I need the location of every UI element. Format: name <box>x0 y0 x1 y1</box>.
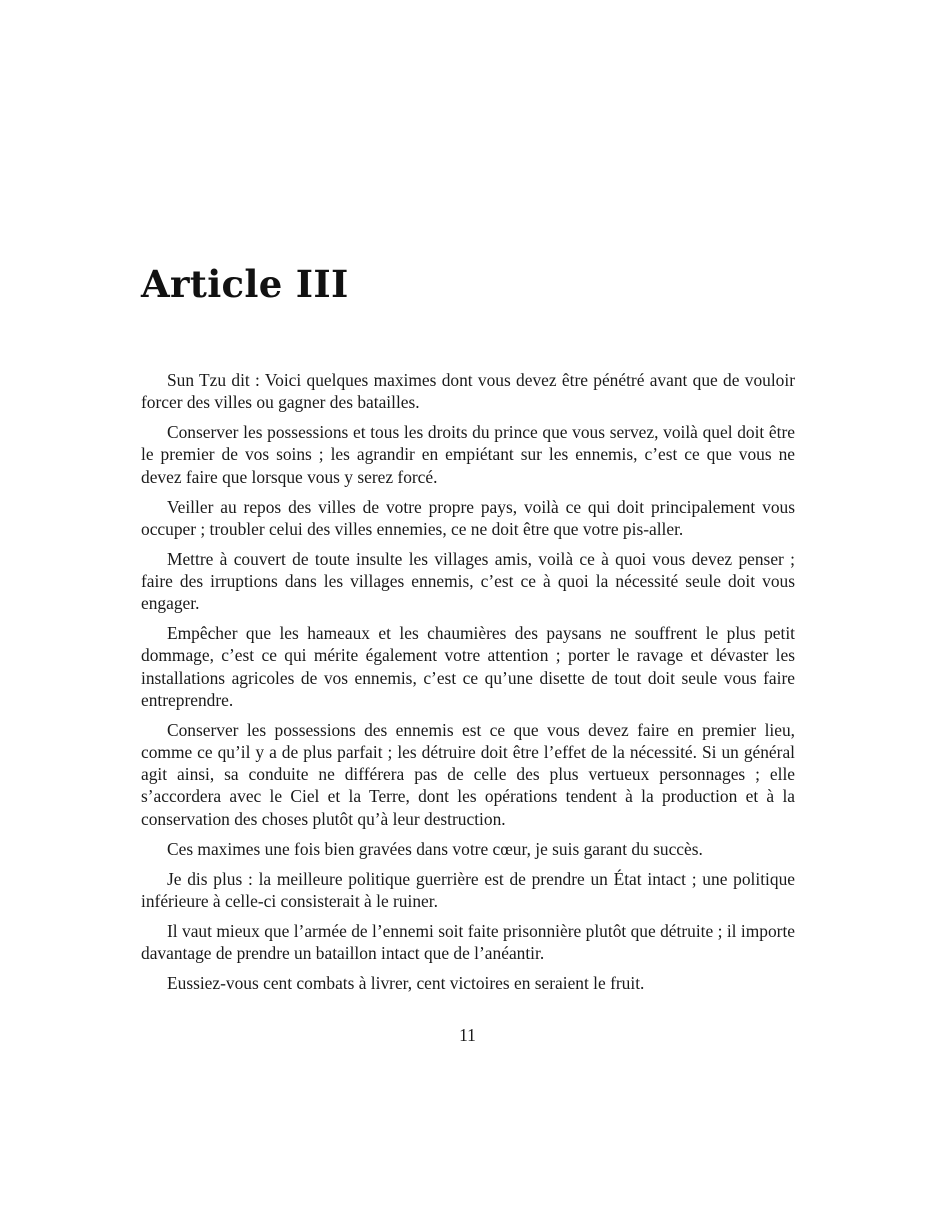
paragraph: Conserver les possessions des ennemis est ce que vous devez faire en premier lieu, comme ce qu’il y a de plus parfait ; les détruire doit être l’effet de la nécessité. Si un général agit ainsi, sa conduite ne différera pas de celle des plus vertueux personnages ; elle s’accordera avec le Ciel et la Terre, dont les opérations tendent à la production et à la conservation des choses plutôt qu’à leur destruction. <box>141 719 795 829</box>
paragraph: Veiller au repos des villes de votre propre pays, voilà ce qui doit principalement vous occuper ; troubler celui des villes ennemies, ce ne doit être que votre pis-aller. <box>141 496 795 539</box>
body-text <box>141 369 795 1002</box>
paragraph: Mettre à couvert de toute insulte les villages amis, voilà ce à quoi vous devez penser ; faire des irruptions dans les villages ennemis, c’est ce à quoi la nécessité seule doit vous engager. <box>141 548 795 614</box>
paragraph: Conserver les possessions et tous les droits du prince que vous servez, voilà quel doit être le premier de vos soins ; les agrandir en empiétant sur les ennemis, c’est ce que vous ne devez faire que lorsque vous y serez forcé. <box>141 422 795 487</box>
page-number: 11 <box>459 1025 476 1045</box>
chapter-title: Article III <box>141 262 349 306</box>
paragraph: Eussiez-vous cent combats à livrer, cent victoires en seraient le fruit. <box>167 973 645 994</box>
paragraph: Sun Tzu dit : Voici quelques maximes dont vous devez être pénétré avant que de vouloir forcer des villes ou gagner des batailles. <box>141 370 795 413</box>
paragraph: Ces maximes une fois bien gravées dans votre cœur, je suis garant du succès. <box>167 838 703 859</box>
paragraph: Empêcher que les hameaux et les chaumières des paysans ne souffrent le plus petit dommage, c’est ce qui mérite également votre attention ; porter le ravage et dévaster les installations agricoles de vos ennemis, c’est ce qu’une disette de tout doit seule vous faire entreprendre. <box>141 623 795 710</box>
paragraph: Il vaut mieux que l’armée de l’ennemi soit faite prisonnière plutôt que détruite ; il importe davantage de prendre un bataillon intact que de l’anéantir. <box>141 920 795 964</box>
paragraph: Je dis plus : la meilleure politique guerrière est de prendre un État intact ; une politique inférieure à celle-ci consisterait à le ruiner. <box>141 868 795 911</box>
